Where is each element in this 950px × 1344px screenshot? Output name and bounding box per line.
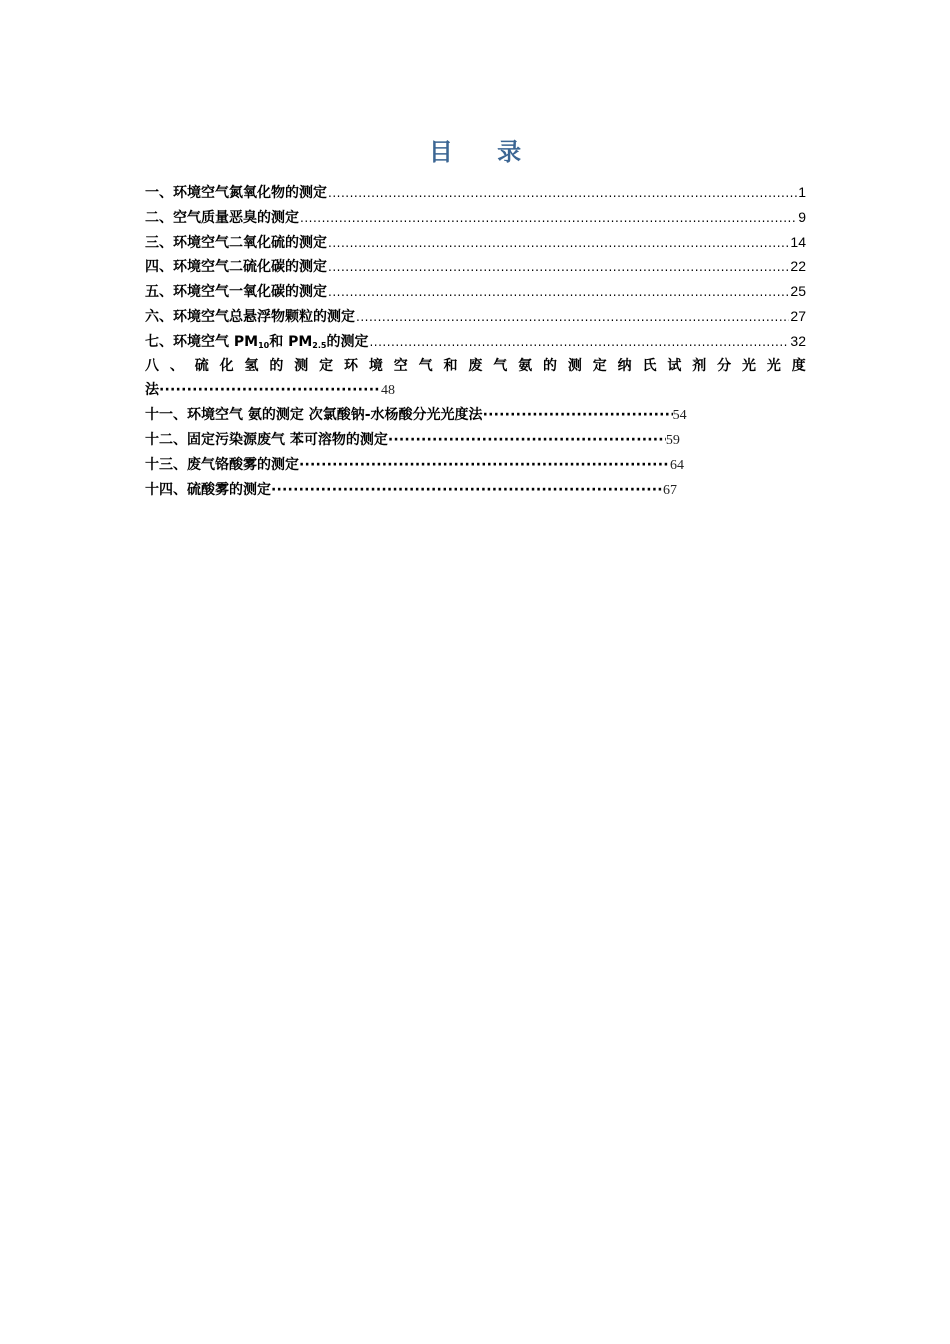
toc-entry-label: 六、环境空气总悬浮物颗粒的测定 xyxy=(145,308,355,325)
label-char: 剂 xyxy=(692,357,707,374)
toc-entry-page: 54 xyxy=(672,408,687,424)
toc-entry-label: 十四、硫酸雾的测定 xyxy=(145,481,271,498)
toc-entry-page: 14 xyxy=(790,233,806,250)
dot-leader xyxy=(369,330,789,355)
dot-leader xyxy=(271,478,663,503)
dot-leader xyxy=(299,453,670,478)
toc-entry-page: 32 xyxy=(790,332,806,349)
label-char: 废 xyxy=(468,357,483,374)
toc-title: 目 录 xyxy=(428,138,540,166)
subscript: 10 xyxy=(258,340,270,350)
toc-entry-label: 法 xyxy=(145,382,159,399)
dot-leader xyxy=(328,181,797,206)
label-char: 气 xyxy=(493,357,508,374)
dot-leader xyxy=(483,403,673,428)
toc-entry-label-line1 xyxy=(145,354,806,379)
toc-entry-label: 一、环境空气氮氧化物的测定 xyxy=(145,185,327,201)
label-char: 气 xyxy=(418,357,433,374)
toc-entry[interactable] xyxy=(145,428,806,453)
label-char: 定 xyxy=(319,357,334,374)
toc-entry[interactable] xyxy=(145,304,806,329)
label-char: 分 xyxy=(717,357,732,374)
label-char: 环 xyxy=(344,357,358,374)
label-char: 试 xyxy=(667,357,682,374)
toc-entry[interactable] xyxy=(145,453,806,478)
toc-entry-page: 1 xyxy=(798,184,806,200)
dot-leader xyxy=(328,280,789,305)
label-char: 化 xyxy=(219,357,234,374)
toc-entry-page: 22 xyxy=(790,258,806,275)
toc-entry-multiline[interactable] xyxy=(145,354,806,404)
label-char: 纳 xyxy=(617,357,632,374)
toc-entry-page: 67 xyxy=(663,482,677,498)
toc-entry-page: 27 xyxy=(790,307,806,324)
label-char: 度 xyxy=(791,357,806,374)
label-part: 和 PM xyxy=(269,333,313,350)
toc-entry-page: 64 xyxy=(670,457,684,473)
toc-entry-label xyxy=(145,330,368,357)
toc-entry-label: 十一、环境空气 氨的测定 次氯酸钠-水杨酸分光光度法 xyxy=(145,407,483,424)
toc-entry[interactable] xyxy=(145,329,806,354)
label-char: 测 xyxy=(294,357,309,374)
dot-leader xyxy=(388,428,666,453)
label-char: 八 xyxy=(145,357,159,374)
label-char: 境 xyxy=(368,357,383,374)
label-char: 定 xyxy=(592,357,607,374)
label-char: 的 xyxy=(269,357,284,374)
label-char: 光 xyxy=(766,357,781,374)
label-char: 氨 xyxy=(518,357,533,374)
toc-entry-label: 四、环境空气二硫化碳的测定 xyxy=(145,259,327,276)
label-char: 光 xyxy=(742,357,756,374)
toc-entry-page: 25 xyxy=(790,283,806,300)
dot-leader xyxy=(328,231,789,256)
toc-entry-label: 三、环境空气二氧化硫的测定 xyxy=(145,234,327,251)
toc-entry-label: 十三、废气铬酸雾的测定 xyxy=(145,456,299,473)
dot-leader xyxy=(300,206,797,231)
dot-leader xyxy=(328,255,789,280)
label-char: 测 xyxy=(567,357,582,374)
toc-entry-label: 二、空气质量恶臭的测定 xyxy=(145,209,299,226)
label-char: 氏 xyxy=(642,357,657,374)
toc-entry-page: 59 xyxy=(665,432,680,448)
label-part: 七、环境空气 PM xyxy=(145,333,259,350)
subscript: 2.5 xyxy=(312,340,327,350)
toc-entry[interactable] xyxy=(145,403,806,428)
toc-entry-label-line2 xyxy=(145,378,806,403)
toc-entry-page: 9 xyxy=(798,208,806,225)
toc-entry-label: 五、环境空气一氧化碳的测定 xyxy=(145,284,327,301)
dot-leader xyxy=(356,305,789,330)
dot-leader xyxy=(159,378,381,403)
label-char: 空 xyxy=(393,357,408,374)
toc-entry[interactable] xyxy=(145,180,806,205)
label-part: 的测定 xyxy=(326,333,369,350)
toc-entry-page: 48 xyxy=(381,383,395,399)
toc-entry[interactable] xyxy=(145,478,806,503)
label-char: 的 xyxy=(543,357,557,374)
toc-entry[interactable] xyxy=(145,254,806,279)
toc-entry[interactable] xyxy=(145,230,806,255)
label-char: 和 xyxy=(443,357,458,374)
label-char: 、 xyxy=(169,357,184,374)
table-of-contents xyxy=(145,180,806,502)
toc-entry[interactable] xyxy=(145,205,806,230)
label-char: 硫 xyxy=(194,357,209,374)
toc-entry[interactable] xyxy=(145,279,806,304)
label-char: 氢 xyxy=(244,357,259,374)
toc-entry-label: 十二、固定污染源废气 苯可溶物的测定 xyxy=(145,431,388,448)
